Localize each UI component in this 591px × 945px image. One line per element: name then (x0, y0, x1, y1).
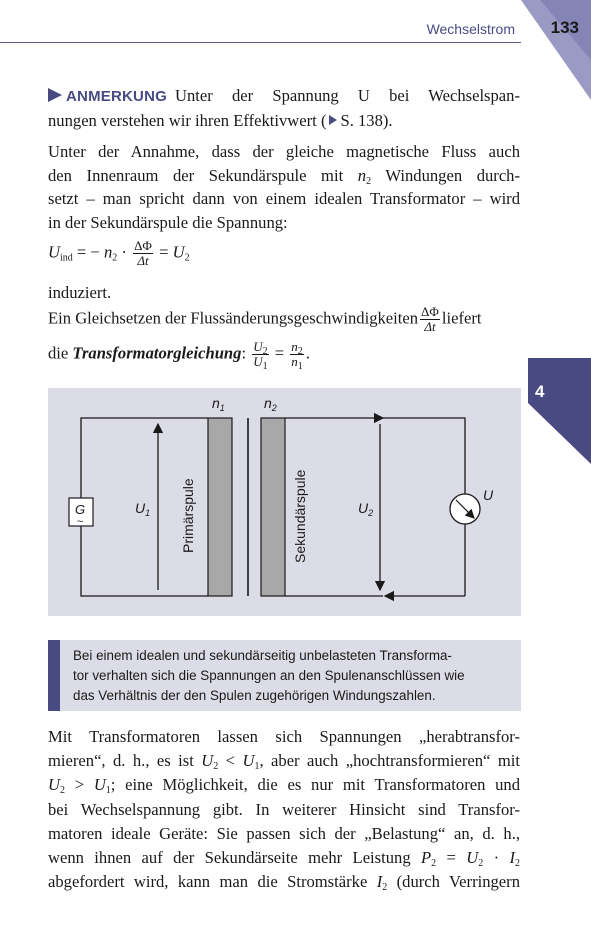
transformer-diagram (48, 388, 521, 616)
voltage-ratio (252, 338, 268, 372)
eq-fraction (133, 239, 153, 268)
p3-p2-sub: 2 (431, 858, 437, 870)
u2-sub: 2 (368, 508, 374, 518)
eq-rhs: U (172, 242, 185, 262)
page-number: 133 (550, 18, 579, 37)
summary-line-1: Bei einem idealen und sekundärseitig unbelasteten Transforma- (73, 648, 452, 663)
ratio-u2-sub: 2 (262, 345, 268, 357)
section-title: Wechselstrom (426, 21, 515, 37)
p2-line-2: Ein Gleichsetzen der Flussänderungsgeschwindigkeiten (48, 308, 419, 328)
p3-p2: P (421, 848, 432, 868)
note-line-2: nungen verstehen wir ihren Effektivwert ( (48, 110, 327, 130)
eq-dot: · (117, 242, 132, 262)
note-line-1: Unter der Spannung U bei Wechselspan- (174, 86, 520, 105)
p1-line-2b: Windungen durch- (371, 165, 521, 185)
eq-frac-den: Δt (137, 253, 149, 268)
summary-box-bar (48, 640, 60, 711)
p3-line-2b: , aber auch „hochtransformieren“ mit (259, 751, 520, 771)
ratio-n2-sub: 2 (297, 345, 303, 357)
meter-label: U (483, 487, 494, 503)
chapter-tab (528, 358, 591, 464)
u1-label: U (135, 500, 146, 516)
secondary-coil-label: Sekundärspule (292, 469, 308, 563)
p3-line-4: bei Wechselspannung gibt. In weiterer Hinsicht sind Transfor- (48, 799, 520, 819)
p3-l3-u2: U (48, 775, 60, 795)
note-reference: S. 138). (340, 110, 393, 130)
eq-lhs: U (48, 242, 60, 262)
n1-sub: 1 (219, 403, 225, 413)
p3-l6-u2: U (466, 848, 479, 868)
p2-fraction (420, 305, 440, 334)
summary-line-3: das Verhältnis der den Spulen zugehörigen Windungszahlen. (73, 688, 436, 703)
eq-lhs-sub: ind (59, 252, 73, 264)
note-label: ANMERKUNG (66, 88, 167, 105)
p3-lt: < (218, 751, 243, 771)
p3-line-7a: abgefordert wird, kann man die Stromstärke (48, 872, 377, 892)
p1-line-2a: den Innenraum der Sekundärspule mit (48, 165, 358, 185)
ratio-u1-sub: 1 (262, 360, 268, 372)
p3-line-3b: ; eine Möglichkeit, die es nur mit Transformatoren und (110, 775, 521, 795)
p3-u2-sub: 2 (213, 761, 219, 773)
induction-equation (48, 239, 520, 268)
p3-line-6a: wenn ihnen auf der Sekundärseite mehr Leistung (48, 848, 421, 868)
ratio-n2: n (291, 338, 298, 354)
p1-var-n: n (357, 165, 367, 185)
p3-line-5: matoren ideale Geräte: Sie passen sich der „Belastung“ an, d. h., (48, 823, 520, 843)
p3-l3-u1: U (93, 775, 106, 795)
p3-line-7b: (durch Verringern (387, 872, 520, 892)
winding-ratio (290, 338, 304, 372)
eq-minus: = − (72, 242, 104, 262)
svg-text:n2 (264, 395, 277, 413)
p3-l7-i2: I (376, 872, 383, 892)
ratio-n1-sub: 1 (297, 360, 303, 372)
p2-frac-den: Δt (424, 318, 436, 334)
p3-l7-i2-sub: 2 (382, 882, 388, 894)
p3-u2: U (201, 751, 214, 771)
u2-label: U (358, 500, 369, 516)
paragraph-1 (48, 140, 520, 235)
svg-text:n1 (212, 395, 225, 413)
reference-arrow-icon (329, 115, 337, 125)
eq-n-sub: 2 (112, 252, 118, 264)
note-block (48, 84, 520, 132)
summary-line-2: tor verhalten sich die Spannungen an den Spulenanschlüssen wie (73, 668, 465, 683)
p3-l6-u2-sub: 2 (478, 858, 484, 870)
p3-dot: · (483, 848, 510, 868)
chapter-number: 4 (535, 382, 545, 401)
circuit-svg (48, 388, 521, 616)
ratio-equals: = (270, 343, 289, 363)
p3-i2-sub: 2 (515, 858, 521, 870)
p3-l3-u2-sub: 2 (59, 785, 65, 797)
secondary-coil (261, 418, 285, 596)
p1-var-n-sub: 2 (366, 175, 372, 187)
p2-colon: : (241, 343, 247, 363)
eq-equals: = (154, 242, 173, 262)
n2-label: n (264, 395, 272, 411)
p2-period: . (305, 343, 310, 363)
p3-u1-sub: 1 (254, 761, 260, 773)
paragraph-2 (48, 281, 520, 372)
transformer-equation-term: Transformatorgleichung (72, 343, 242, 363)
eq-rhs-sub: 2 (184, 252, 190, 264)
summary-box (48, 640, 521, 711)
p1-line-4: in der Sekundärspule die Spannung: (48, 213, 288, 233)
p2-line-1: induziert. (48, 283, 112, 302)
ratio-u2: U (253, 338, 263, 354)
eq-frac-num: ΔΦ (134, 238, 152, 253)
generator-ac-symbol: ~ (77, 516, 84, 528)
note-arrow-icon (48, 88, 62, 102)
p2-line-2-end: liefert (441, 308, 482, 328)
paragraph-3 (48, 725, 520, 894)
p3-line-1: Mit Transformatoren lassen sich Spannungen „herabtransfor- (48, 727, 520, 746)
p3-line-2a: mieren“, d. h., es ist (48, 751, 202, 771)
ratio-u1: U (253, 353, 263, 369)
p3-i2: I (509, 848, 516, 868)
svg-text:U2 (358, 500, 373, 518)
p3-l3-u1-sub: 1 (105, 785, 111, 797)
p2-frac-num: ΔΦ (421, 303, 439, 319)
ratio-n1: n (291, 353, 298, 369)
p2-line-3a: die (48, 343, 73, 363)
secondary-wire-top-right (383, 418, 465, 494)
p1-line-3: setzt – man spricht dann von einem idealen Transformator – wird (48, 189, 520, 209)
header-rule (0, 42, 521, 43)
p1-line-1: Unter der Annahme, dass der gleiche magnetische Fluss auch (48, 142, 520, 161)
primary-coil (208, 418, 232, 596)
p3-gt: > (64, 775, 94, 795)
p3-u1: U (242, 751, 255, 771)
eq-n: n (103, 242, 113, 262)
svg-text:U1 (135, 500, 150, 518)
p3-eq: = (436, 848, 467, 868)
summary-text (73, 646, 513, 706)
generator-label: G (75, 502, 86, 517)
n1-label: n (212, 395, 220, 411)
u1-sub: 1 (145, 508, 151, 518)
n2-sub: 2 (271, 403, 277, 413)
primary-coil-label: Primärspule (180, 478, 196, 553)
